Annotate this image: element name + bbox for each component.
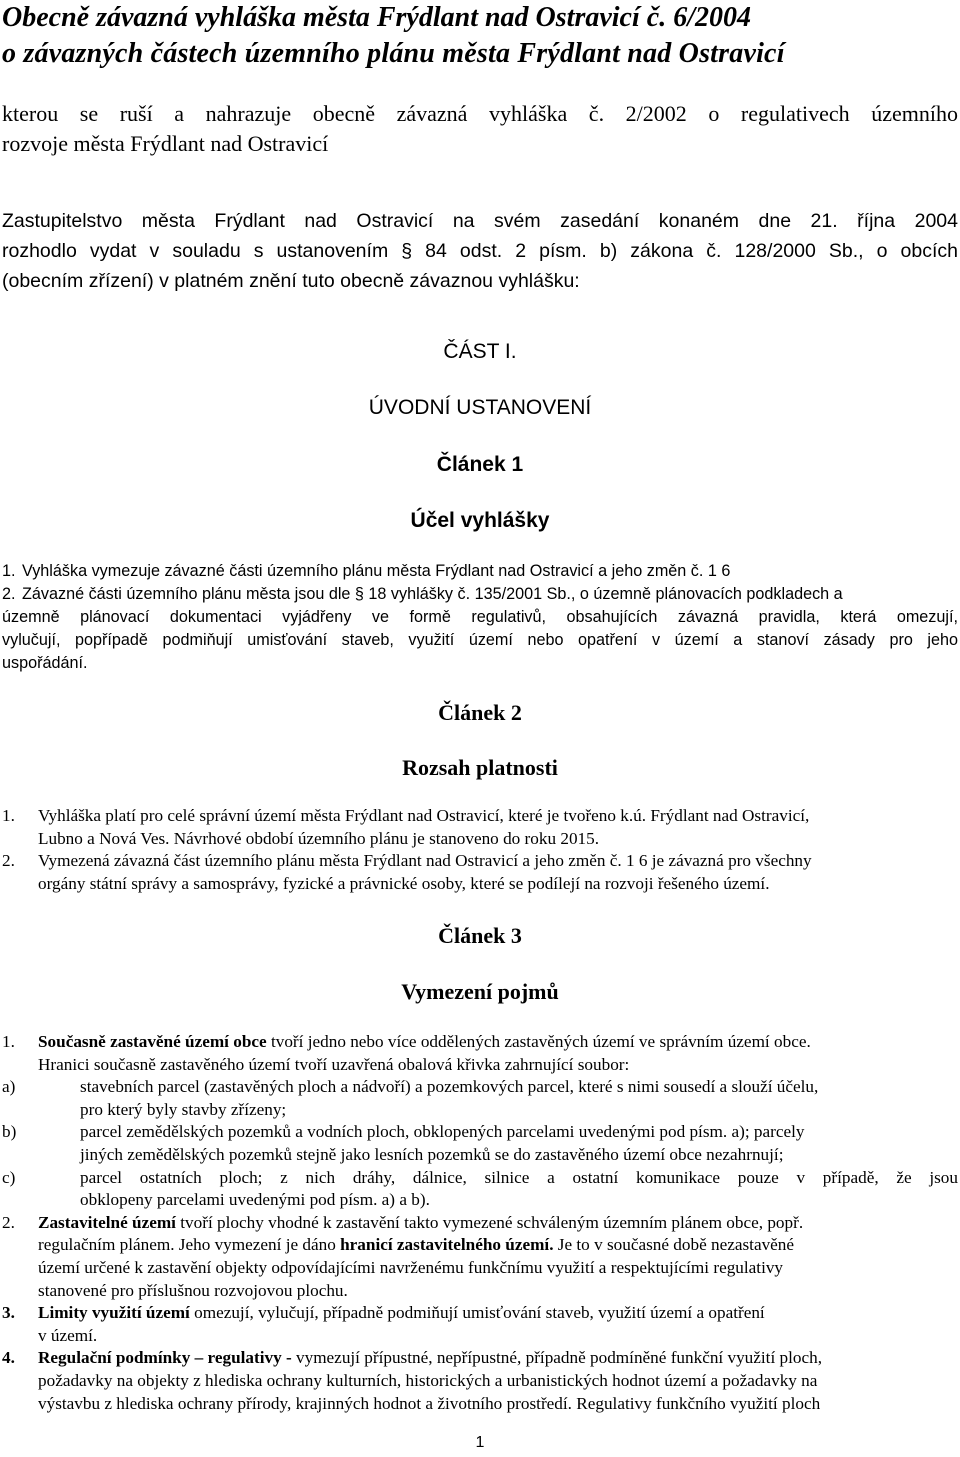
sub-item-label: c) — [2, 1167, 16, 1187]
item-text: Vyhláška platí pro celé správní území města Frýdlant nad Ostravicí, které je tvořeno k.ú. Frýdlant nad Ostravicí, — [38, 806, 810, 825]
article-2-title: Rozsah platnosti — [402, 755, 558, 780]
item-number: 1. — [2, 1032, 15, 1051]
page-number: 1 — [475, 1434, 485, 1451]
item-text-line: stanovené pro příslušnou rozvojovou plochu. — [38, 1280, 348, 1300]
item-text: Vymezená závazná část územního plánu města Frýdlant nad Ostravicí a jeho změn č. 1 6 je závazná pro všechny — [38, 851, 812, 871]
item-text-line: vylučují, popřípadě podmiňují umisťování staveb, využití území nebo opatření v území a stanoví zásady pro jeho — [2, 631, 958, 649]
list-item — [2, 1031, 958, 1054]
intro-line-3: (obecním zřízení) v platném znění tuto obecně závaznou vyhlášku: — [2, 270, 580, 292]
sub-item-text: parcel ostatních ploch; z nich dráhy, dálnice, silnice a ostatní komunikace pouze v případě, že jsou — [80, 1167, 958, 1187]
article-3-title: Vymezení pojmů — [401, 979, 559, 1004]
title-line-2: o závazných částech územního plánu města Frýdlant nad Ostravicí — [2, 38, 785, 69]
document-subtitle — [2, 99, 958, 159]
subtitle-line-2: rozvoje města Frýdlant nad Ostravicí — [2, 131, 329, 156]
item-text-line — [38, 1234, 958, 1257]
sub-item-text-line: pro který byly stavby zřízeny; — [80, 1099, 287, 1119]
sub-list-item — [2, 1076, 958, 1099]
item-number: 4. — [2, 1348, 15, 1368]
item-text: Vyhláška vymezuje závazné části územního plánu města Frýdlant nad Ostravicí a jeho změn č. 1 6 — [22, 562, 731, 580]
item-text: omezují, vylučují, případně podmiňují umisťování staveb, využití území a opatření — [189, 1303, 765, 1323]
sub-item-text-line: obklopeny parcelami uvedenými pod písm. a) a b). — [80, 1190, 430, 1210]
article-2-label: Článek 2 — [438, 700, 522, 725]
item-text-line: v území. — [38, 1325, 98, 1345]
title-line-1: Obecně závazná vyhláška města Frýdlant nad Ostravicí č. 6/2004 — [2, 2, 751, 33]
item-text-line: požadavky na objekty z hlediska ochrany kulturních, historických a urbanistických hodnot území a požadavky na — [38, 1370, 818, 1390]
article-3-label: Článek 3 — [438, 923, 522, 948]
list-item — [2, 583, 958, 606]
item-number: 2. — [2, 851, 15, 871]
item-text: vymezují přípustné, nepřípustné, případně podmíněné funkční využití ploch, — [291, 1348, 823, 1368]
part-name: ÚVODNÍ USTANOVENÍ — [368, 396, 592, 419]
term-bold: Limity využití území — [38, 1303, 190, 1323]
term-bold: Zastavitelné území — [38, 1212, 176, 1232]
sub-item-label: b) — [2, 1122, 17, 1142]
list-item — [2, 805, 958, 828]
intro-paragraph — [2, 206, 958, 296]
term-bold: Současně zastavěné území obce — [38, 1032, 267, 1051]
sub-item-text: parcel zemědělských pozemků a vodních ploch, obklopených parcelami uvedenými pod písm. a); parcely — [80, 1122, 805, 1142]
list-item — [2, 850, 958, 873]
term-bold: Regulační podmínky – regulativy - — [38, 1348, 292, 1368]
sub-item-text-line: jiných zemědělských pozemků stejně jako lesních pozemků se do zastavěného území obce nezahrnují; — [80, 1144, 784, 1164]
item-text-line: Hranici současně zastavěného území tvoří uzavřená obalová křivka zahrnující soubor: — [38, 1054, 630, 1074]
term-bold: hranicí zastavitelného území. — [340, 1235, 554, 1255]
intro-line-2: rozhodlo vydat v souladu s ustanovením § 84 odst. 2 písm. b) zákona č. 128/2000 Sb., o obcích — [2, 240, 958, 262]
item-number: 3. — [2, 1303, 15, 1323]
item-text-line: uspořádání. — [2, 654, 88, 672]
list-item — [2, 560, 958, 583]
item-number: 1. — [2, 562, 16, 580]
list-item — [2, 1212, 958, 1235]
item-text: Je to v současné době nezastavěné — [553, 1235, 795, 1255]
article-1-label: Článek 1 — [436, 453, 524, 476]
article-1-body — [2, 560, 958, 675]
item-text: tvoří jedno nebo více oddělených zastavěných území ve správním území obce. — [266, 1032, 811, 1051]
subtitle-line-1: kterou se ruší a nahrazuje obecně závazná vyhláška č. 2/2002 o regulativech územního — [2, 101, 958, 126]
part-label: ČÁST I. — [443, 340, 517, 363]
item-text-line: Lubno a Nová Ves. Návrhové období územního plánu je stanoveno do roku 2015. — [38, 828, 600, 848]
item-text-line: územně plánovací dokumentaci vyjádřeny ve formě regulativů, obsahujících závazná pravidla, která omezují, — [2, 608, 958, 626]
item-text: tvoří plochy vhodné k zastavění takto vymezené schváleným územním plánem obce, popř. — [175, 1212, 804, 1232]
item-text: Závazné části územního plánu města jsou dle § 18 vyhlášky č. 135/2001 Sb., o územně plánovacích podkladech a — [22, 585, 843, 603]
sub-list-item — [2, 1121, 958, 1144]
item-number: 2. — [2, 585, 16, 603]
item-text-line: území určené k zastavění objekty odpovídajícími navrženému funkčnímu využití a respektujícími regulativy — [38, 1257, 784, 1277]
sub-item-label: a) — [2, 1077, 16, 1097]
item-text: regulačním plánem. Jeho vymezení je dáno — [38, 1235, 341, 1255]
list-item — [2, 1302, 958, 1325]
item-number: 1. — [2, 806, 15, 825]
article-2-body — [2, 805, 958, 895]
sub-list-item — [2, 1167, 958, 1190]
item-number: 2. — [2, 1212, 15, 1232]
document-title — [2, 0, 785, 72]
item-text-line: výstavbu z hlediska ochrany přírody, krajinných hodnot a životního prostředí. Regulativy funkčního využití ploch — [38, 1393, 821, 1413]
intro-line-1: Zastupitelstvo města Frýdlant nad Ostravicí na svém zasedání konaném dne 21. října 2004 — [2, 210, 958, 232]
list-item — [2, 1347, 958, 1370]
article-3-body — [2, 1031, 958, 1415]
item-text-line: orgány státní správy a samosprávy, fyzické a právnické osoby, které se podílejí na rozvoji řešeného území. — [38, 873, 770, 893]
sub-item-text: stavebních parcel (zastavěných ploch a nádvoří) a pozemkových parcel, které s nimi sousedí a slouží účelu, — [80, 1077, 819, 1097]
article-1-title: Účel vyhlášky — [410, 509, 550, 532]
